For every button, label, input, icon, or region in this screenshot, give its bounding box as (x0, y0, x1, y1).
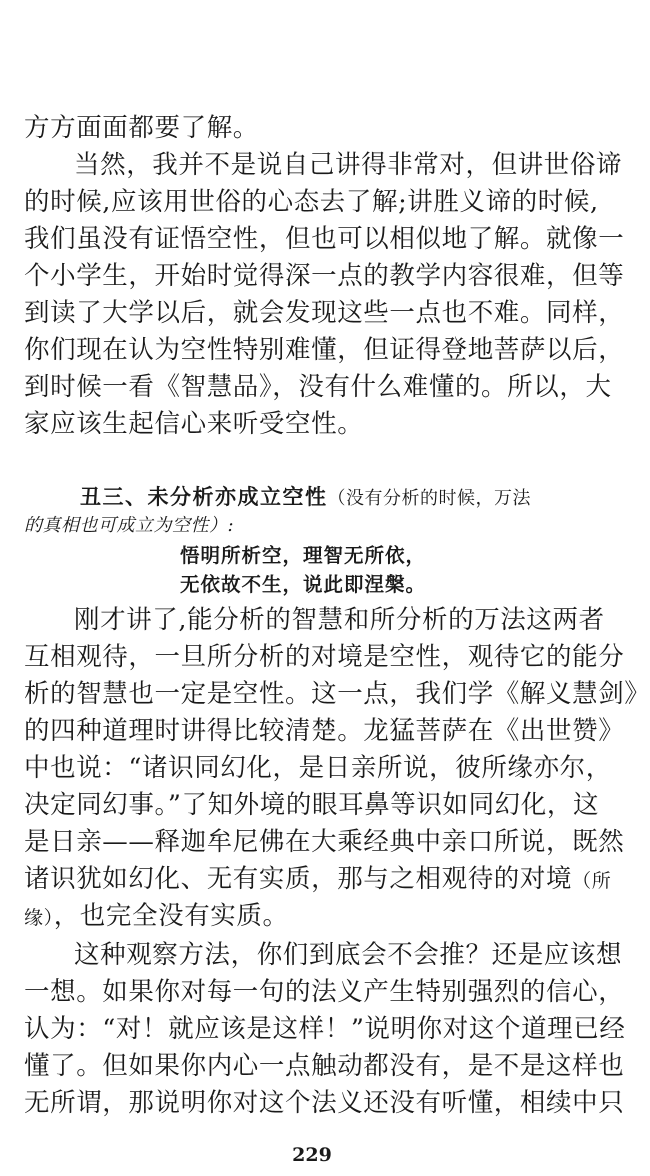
paragraph-line: 到时候一看《智慧品》，没有什么难懂的。所以，大 (24, 372, 612, 402)
paragraph-line (24, 900, 604, 934)
paragraph-line: 析的智慧也一定是空性。这一点，我们学《解义慧剑》 (24, 679, 650, 709)
paragraph-line: 刚才讲了,能分析的智慧和所分析的万法这两者 (74, 605, 605, 635)
inline-note: 缘） (24, 907, 54, 929)
inline-note: （所 (572, 870, 612, 892)
paragraph-line: 懂了。但如果你内心一点触动都没有，是不是这样也 (24, 1051, 625, 1081)
paragraph-line: 家应该生起信心来听受空性。 (24, 409, 364, 439)
paragraph-line: 认为：“对！就应该是这样！”说明你对这个道理已经 (24, 1014, 626, 1044)
paragraph-line: 的四种道理时讲得比较清楚。龙猛菩萨在《出世赞》 (24, 716, 625, 746)
paragraph-line: 的时候,应该用世俗的心态去了解;讲胜义谛的时候, (24, 187, 599, 217)
section-heading (80, 484, 610, 512)
section-note-continued: 的真相也可成立为空性）: (24, 515, 235, 536)
paragraph-line: 个小学生，开始时觉得深一点的教学内容很难，但等 (24, 261, 625, 291)
section-note: （没有分析的时候，万法 (327, 488, 531, 509)
paragraph-line: 是日亲——释迦牟尼佛在大乘经典中亲口所说，既然 (24, 827, 625, 857)
paragraph-line: 我们虽没有证悟空性，但也可以相似地了解。就像一 (24, 224, 625, 254)
section-title: 丑三、未分析亦成立空性 (80, 484, 328, 509)
paragraph-line: 当然，我并不是说自己讲得非常对，但讲世俗谛 (74, 150, 623, 180)
verse-line-2: 无依故不生，说此即涅槃。 (180, 573, 427, 596)
paragraph-line: 决定同幻事。”了知外境的眼耳鼻等识如同幻化，这 (24, 790, 600, 820)
paragraph-line: 到读了大学以后，就会发现这些一点也不难。同样， (24, 298, 625, 328)
paragraph-text: 诸识犹如幻化、无有实质，那与之相观待的对境 (24, 864, 573, 894)
paragraph-line: 互相观待，一旦所分析的对境是空性，观待它的能分 (24, 642, 625, 672)
paragraph-line: 中也说：“诸识同幻化，是日亲所说，彼所缘亦尔， (24, 753, 612, 783)
verse-line-1: 悟明所析空，理智无所依， (180, 544, 427, 567)
paragraph-line: 这种观察方法，你们到底会不会推？还是应该想 (74, 940, 623, 970)
paragraph-line: 你们现在认为空性特别难懂，但证得登地菩萨以后， (24, 335, 625, 365)
paragraph-line: 方方面面都要了解。 (24, 113, 259, 143)
paragraph-line (24, 863, 612, 897)
paragraph-line: 无所谓，那说明你对这个法义还没有听懂，相续中只 (24, 1088, 625, 1118)
paragraph-line: 一想。如果你对每一句的法义产生特别强烈的信心， (24, 977, 625, 1007)
paragraph-text: ，也完全没有实质。 (53, 901, 289, 931)
page-number: 229 (292, 1144, 332, 1166)
